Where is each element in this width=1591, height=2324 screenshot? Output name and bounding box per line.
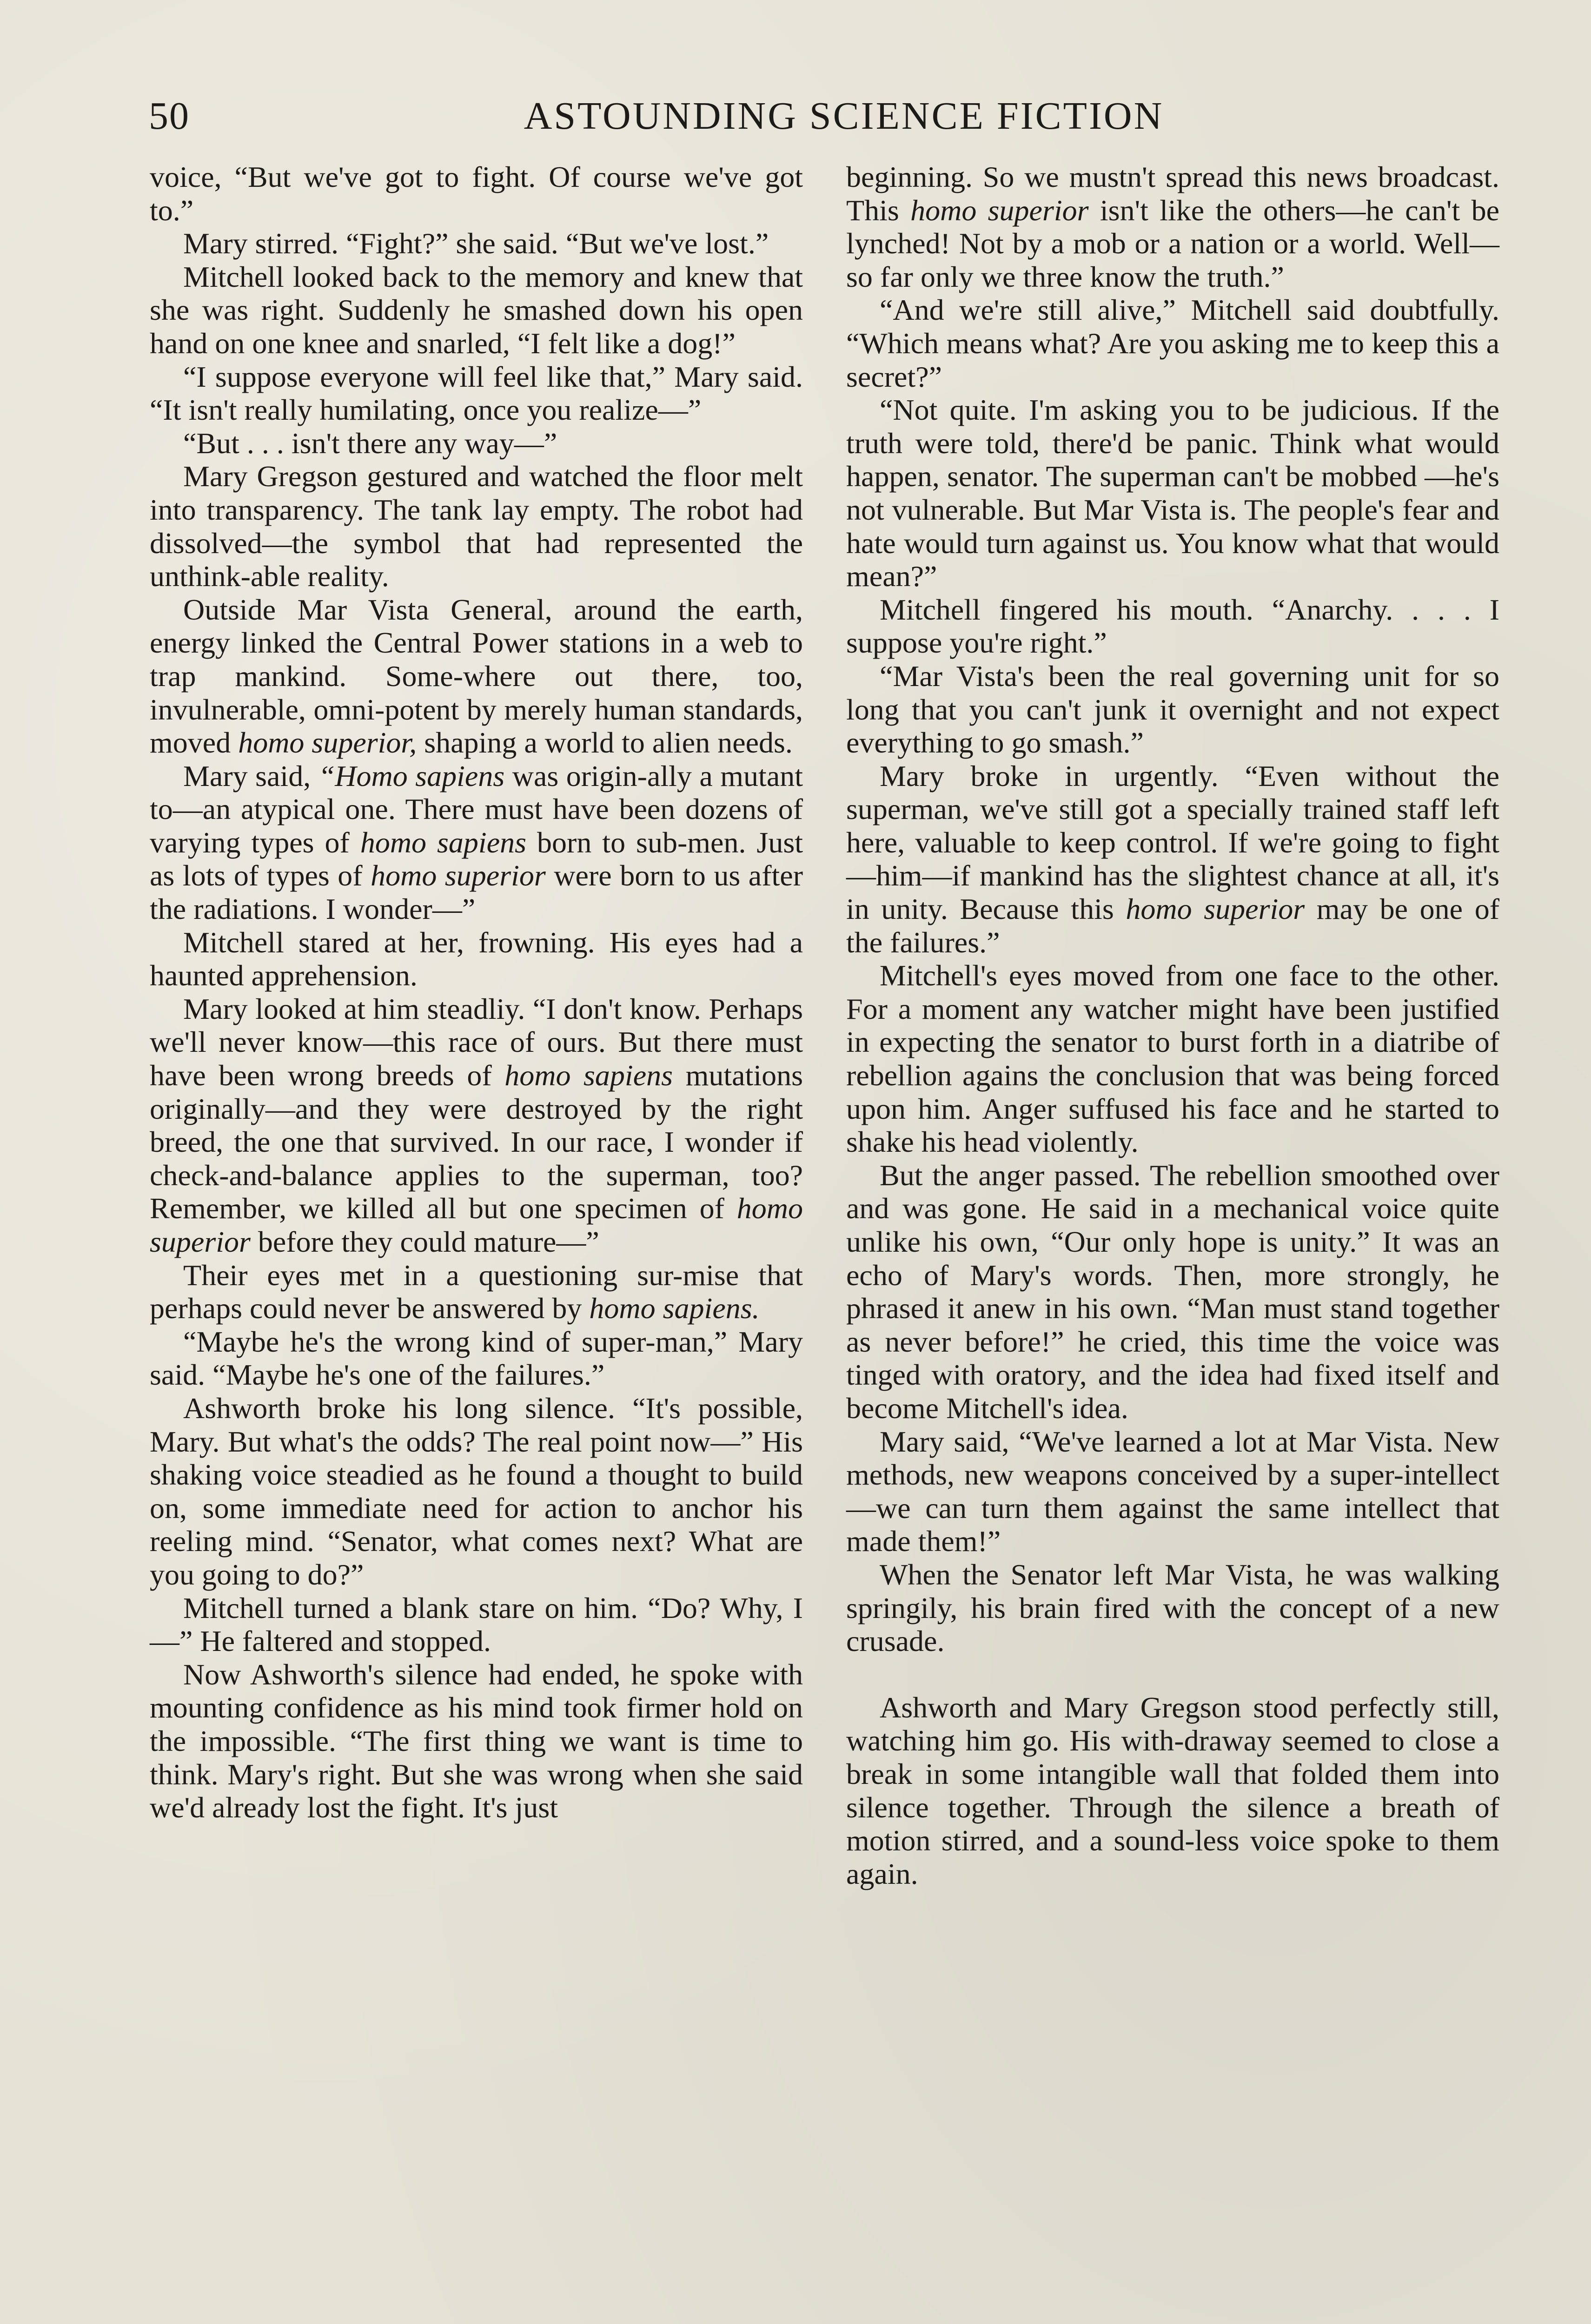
- paragraph: “Not quite. I'm asking you to be judicious. If the truth were told, there'd be panic. Think what would happen, senator. The superman can't be mobbed —he's not vulnerable. But Mar Vista is. The people's fear and hate would turn against us. You know what that would mean?”: [846, 393, 1499, 593]
- italic-phrase: homo superior: [150, 1192, 803, 1258]
- paragraph: “But . . . isn't there any way—”: [183, 426, 557, 460]
- italic-phrase: homo superior,: [238, 726, 417, 759]
- paragraph: Mary said, “Homo sapiens was origin-ally a mutant to—an atypical one. There must have been dozens of varying types of homo sapiens born to sub-men. Just as lots of types of homo superior were born to us after the radiations. I wonder—”: [150, 759, 803, 926]
- italic-phrase: “Homo sapiens: [318, 759, 505, 792]
- paragraph: “I suppose everyone will feel like that,” Mary said. “It isn't really humilating, once you realize—”: [150, 360, 803, 427]
- paragraph: Outside Mar Vista General, around the earth, energy linked the Central Power stations in a web to trap mankind. Some-where out there, too, invulnerable, omni-potent by merely human standards, moved homo superior, shaping a world to alien needs.: [150, 593, 803, 759]
- paragraph: “Mar Vista's been the real governing unit for so long that you can't junk it overnight and not expect everything to go smash.”: [846, 659, 1499, 759]
- page-header: [149, 88, 1539, 149]
- paragraph: Ashworth and Mary Gregson stood perfectly still, watching him go. His with-draway seemed to close a break in some intangible wall that folded them into silence together. Through the silence a breath of motion stirred, and a sound-less voice spoke to them again.: [846, 1690, 1499, 1890]
- italic-phrase: homo superior: [1126, 892, 1305, 926]
- italic-phrase: homo superior: [371, 859, 546, 892]
- paragraph: Mitchell fingered his mouth. “Anarchy. . . . I suppose you're right.”: [846, 593, 1499, 660]
- paragraph: Mitchell looked back to the memory and knew that she was right. Suddenly he smashed down his open hand on one knee and snarled, “I felt like a dog!”: [150, 260, 803, 360]
- left-text-column: [150, 160, 803, 1824]
- paragraph: Now Ashworth's silence had ended, he spoke with mounting confidence as his mind took firmer hold on the impossible. “The first thing we want is time to think. Mary's right. But she was wrong when she said we'd already lost the fight. It's just: [150, 1657, 803, 1824]
- paragraph: “Maybe he's the wrong kind of super-man,” Mary said. “Maybe he's one of the failures.”: [150, 1325, 803, 1392]
- paragraph: “And we're still alive,” Mitchell said doubtfully. “Which means what? Are you asking me to keep this a secret?”: [846, 293, 1499, 393]
- paragraph: Mary stirred. “Fight?” she said. “But we've lost.”: [183, 227, 769, 260]
- paragraph: Mitchell turned a blank stare on him. “Do? Why, I—” He faltered and stopped.: [150, 1591, 803, 1658]
- paragraph: voice, “But we've got to fight. Of course we've got to.”: [150, 160, 803, 227]
- paragraph: beginning. So we mustn't spread this news broadcast. This homo superior isn't like the others—he can't be lynched! Not by a mob or a nation or a world. Well—so far only we three know the truth.”: [846, 160, 1500, 293]
- italic-phrase: homo sapiens.: [589, 1292, 760, 1325]
- right-text-column: [846, 160, 1499, 1890]
- italic-phrase: homo sapiens: [504, 1059, 673, 1092]
- italic-phrase: homo sapiens: [360, 825, 527, 859]
- paragraph: Mary broke in urgently. “Even without the superman, we've still got a specially trained staff left here, valuable to keep control. If we're going to fight—him—if mankind has the slightest chance at all, it's in unity. Because this homo superior may be one of the failures.”: [846, 759, 1500, 959]
- paragraph: But the anger passed. The rebellion smoothed over and was gone. He said in a mechanical voice quite unlike his own, “Our only hope is unity.” It was an echo of Mary's words. Then, more strongly, he phrased it anew in his own. “Man must stand together as never before!” he cried, this time the voice was tinged with oratory, and the idea had fixed itself and become Mitchell's idea.: [846, 1158, 1499, 1425]
- paragraph: Mitchell stared at her, frowning. His eyes had a haunted apprehension.: [150, 925, 803, 992]
- paragraph: Mitchell's eyes moved from one face to the other. For a moment any watcher might have been justified in expecting the senator to burst forth in a diatribe of rebellion agains the conclusion that was being forced upon him. Anger suffused his face and he started to shake his head violently.: [846, 959, 1499, 1159]
- page-number: 50: [149, 94, 190, 138]
- paragraph: Ashworth broke his long silence. “It's possible, Mary. But what's the odds? The real point now—” His shaking voice steadied as he found a thought to build on, some immediate need for action to anchor his reeling mind. “Senator, what comes next? What are you going to do?”: [150, 1391, 803, 1591]
- running-title: ASTOUNDING SCIENCE FICTION: [524, 94, 1164, 138]
- paragraph: Mary Gregson gestured and watched the floor melt into transparency. The tank lay empty. The robot had dissolved—the symbol that had represented the unthink-able reality.: [150, 460, 803, 593]
- paragraph: Mary looked at him steadliy. “I don't know. Perhaps we'll never know—this race of ours. But there must have been wrong breeds of homo sapiens mutations originally—and they were destroyed by the right breed, the one that survived. In our race, I wonder if check-and-balance applies to the superman, too? Remember, we killed all but one specimen of homo superior before they could mature—”: [150, 992, 803, 1258]
- paragraph: When the Senator left Mar Vista, he was walking springily, his brain fired with the concept of a new crusade.: [846, 1558, 1499, 1658]
- italic-phrase: homo superior: [910, 193, 1089, 227]
- paragraph: Mary said, “We've learned a lot at Mar Vista. New methods, new weapons conceived by a super-intellect—we can turn them against the same intellect that made them!”: [846, 1425, 1499, 1558]
- paragraph: Their eyes met in a questioning sur-mise that perhaps could never be answered by homo sapiens.: [150, 1258, 803, 1325]
